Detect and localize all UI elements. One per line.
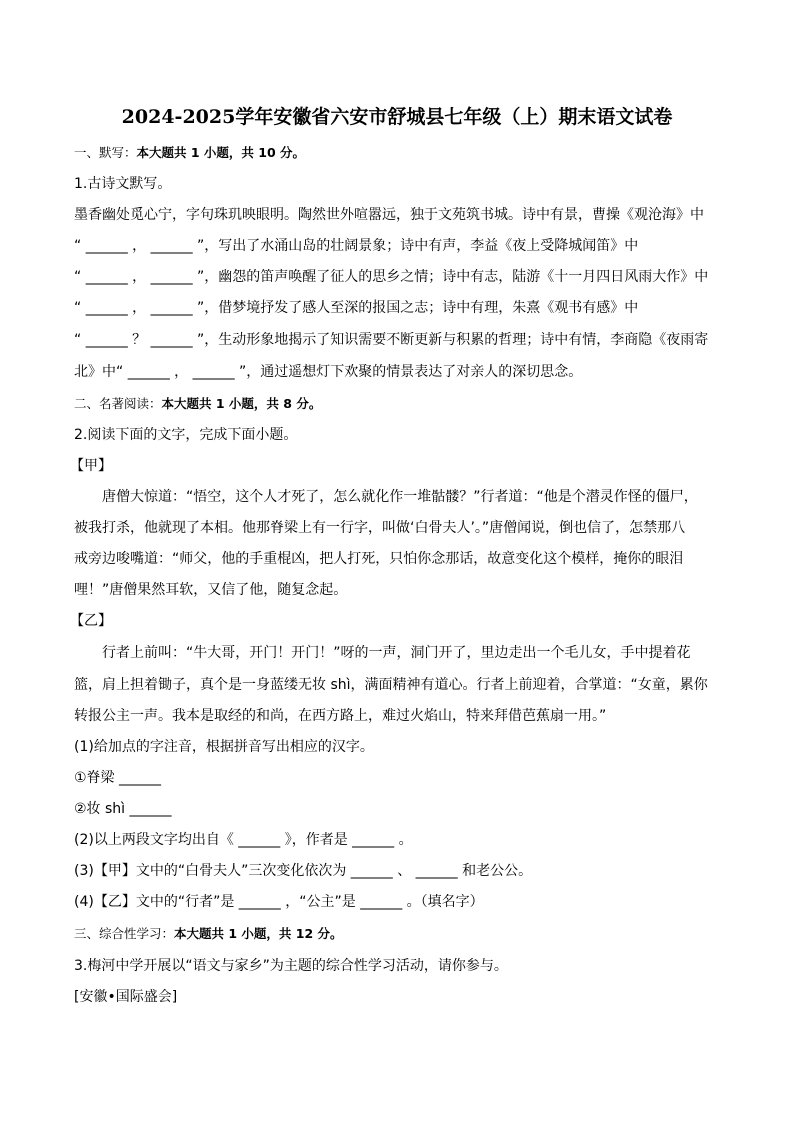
q2-sub1: (1)给加点的字注音，根据拼音写出相应的汉字。	[74, 739, 374, 755]
q1-line: “ ______ ， ______ ”，写出了水涌山岛的壮阔景象；诗中有声，李益《夜上受降城闻笛》中	[74, 238, 639, 254]
passage-jia-line: 唐僧大惊道：“悟空，这个人才死了，怎么就化作一堆骷髅？”行者道：“他是个潜灵作怪的僵尸，	[102, 489, 698, 505]
passage-jia-line: 戒旁边唆嘴道：“师父，他的手重棍凶，把人打死，只怕你念那话，故意变化这个模样，掩你的眼泪	[74, 551, 684, 567]
q3-sub-label: [安徽•国际盛会]	[74, 989, 178, 1005]
passage-jia-line: 哩！”唐僧果然耳软，又信了他，随复念起。	[74, 582, 348, 598]
passage-yi-line: 转报公主一声。我本是取经的和尚，在西方路上，难过火焰山，特来拜借芭蕉扇一用。”	[74, 708, 607, 724]
q2-sub1a: ①脊梁 ______	[74, 770, 162, 786]
section-3-desc: 本大题共 1 小题，共 12 分。	[174, 926, 343, 941]
section-1-label: 一、默写：	[74, 145, 137, 160]
passage-jia-label: 【甲】	[70, 458, 112, 474]
passage-yi-line: 行者上前叫：“牛大哥，开门！开门！”呀的一声，洞门开了，里边走出一个毛儿女，手中提着花	[102, 645, 691, 661]
q1-line: 北》中“ ______ ， ______ ”，通过遥想灯下欢聚的情景表达了对亲人的深切思念。	[74, 364, 583, 380]
q1-heading: 1.古诗文默写。	[74, 176, 172, 192]
q2-sub1b: ②妆 shì ______	[74, 801, 172, 817]
passage-jia-line: 被我打杀，他就现了本相。他那脊梁上有一行字，叫做‘白骨夫人’。”唐僧闻说，倒也信了，怎禁那八	[74, 520, 686, 536]
section-3-header	[74, 924, 343, 944]
q1-line: “ ______ ， ______ ”，借梦境抒发了感人至深的报国之志；诗中有理，朱熹《观书有感》中	[74, 300, 639, 316]
passage-yi-label: 【乙】	[70, 613, 112, 629]
q2-sub2: (2)以上两段文字均出自《 ______ 》，作者是 ______ 。	[74, 832, 413, 848]
q1-line: “ ______ ？ ______ ”，生动形象地揭示了知识需要不断更新与积累的哲理；诗中有情，李商隐《夜雨寄	[74, 332, 709, 348]
q1-line: “ ______ ， ______ ”，幽怨的笛声唤醒了征人的思乡之情；诗中有志，陆游《十一月四日风雨大作》中	[74, 269, 709, 285]
q2-sub3: (3)【甲】文中的“白骨夫人”三次变化依次为 ______ 、 ______ 和老公公。	[74, 863, 533, 879]
section-2-header	[74, 394, 321, 414]
section-2-desc: 本大题共 1 小题，共 8 分。	[161, 396, 322, 411]
section-3-label: 三、综合性学习：	[74, 926, 175, 941]
section-2-label: 二、名著阅读：	[74, 396, 162, 411]
section-1-header	[74, 143, 305, 163]
exam-title: 2024-2025学年安徽省六安市舒城县七年级（上）期末语文试卷	[121, 106, 673, 128]
passage-yi-line: 篮，肩上担着锄子，真个是一身蓝缕无妆 shì，满面精神有道心。行者上前迎着，合掌道：“女童，累你	[74, 677, 708, 693]
q3-heading: 3.梅河中学开展以“语文与家乡”为主题的综合性学习活动，请你参与。	[74, 958, 508, 974]
q1-line: 墨香幽处觅心宁，字句珠玑映眼明。陶然世外喧嚣远，独于文苑筑书城。诗中有景，曹操《观沧海》中	[74, 207, 704, 223]
q2-sub4: (4)【乙】文中的“行者”是 ______ ，“公主”是 ______ 。（填名字）	[74, 894, 484, 910]
q2-heading: 2.阅读下面的文字，完成下面小题。	[74, 427, 298, 443]
section-1-desc: 本大题共 1 小题，共 10 分。	[136, 145, 306, 160]
